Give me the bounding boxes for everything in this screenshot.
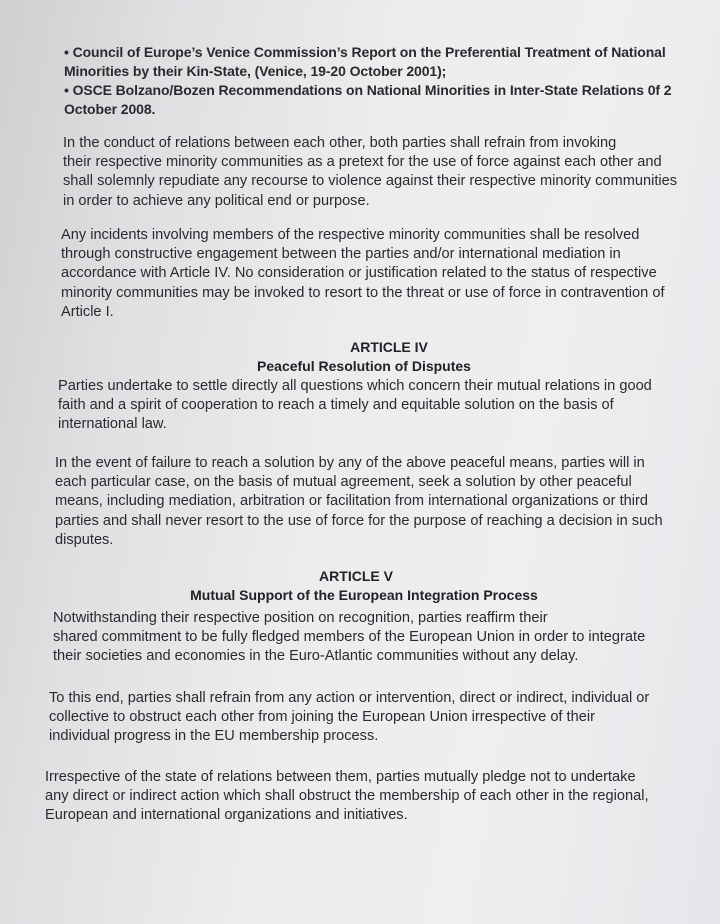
paragraph-recognition <box>53 609 645 667</box>
paragraph-minority-force <box>63 134 677 211</box>
text-line: their societies and economies in the Euro-Atlantic communities without any delay. <box>53 648 579 665</box>
text-line: in order to achieve any political end or purpose. <box>63 192 370 209</box>
text-line: disputes. <box>55 531 114 548</box>
text-line: minority communities may be invoked to resort to the threat or use of force in contravention of <box>61 284 665 301</box>
paragraph-incidents <box>61 226 665 322</box>
paragraph-refrain-action <box>49 689 649 747</box>
paragraph-settle-directly <box>58 377 652 435</box>
text-line: In the conduct of relations between each other, both parties shall refrain from invoking <box>63 135 617 151</box>
text-line: To this end, parties shall refrain from any action or intervention, direct or indirect, individual or <box>49 690 650 706</box>
reference-osce-bolzano <box>64 81 671 119</box>
text-line: Irrespective of the state of relations between them, parties mutually pledge not to undertake <box>45 769 636 785</box>
text-line: Parties undertake to settle directly all questions which concern their mutual relations in good <box>58 378 652 394</box>
reference-venice-commission <box>64 43 666 81</box>
text-line: Article I. <box>61 303 114 320</box>
text-line: Any incidents involving members of the respective minority communities shall be resolved <box>61 227 640 243</box>
text-line: any direct or indirect action which shall obstruct the membership of each other in the regional, <box>45 788 649 805</box>
paragraph-failure-to-reach <box>55 454 663 550</box>
text-line: accordance with Article IV. No consideration or justification related to the status of respective <box>61 265 657 282</box>
reference-line: Minorities by their Kin-State, (Venice, 19-20 October 2001); <box>64 63 447 80</box>
reference-line: • OSCE Bolzano/Bozen Recommendations on National Minorities in Inter-State Relations 0f 2 <box>64 82 672 98</box>
text-line: individual progress in the EU membership process. <box>49 728 379 745</box>
text-line: each particular case, on the basis of mutual agreement, seek a solution by other peaceful <box>55 474 632 491</box>
article-v-title: Mutual Support of the European Integration Process <box>190 587 538 603</box>
reference-line: • Council of Europe’s Venice Commission’s Report on the Preferential Treatment of National <box>64 44 666 60</box>
text-line: Notwithstanding their respective position on recognition, parties reaffirm their <box>53 610 548 626</box>
text-line: faith and a spirit of cooperation to reach a timely and equitable solution on the basis of <box>58 397 614 414</box>
article-iv-label: ARTICLE IV <box>350 339 428 355</box>
article-iv-title: Peaceful Resolution of Disputes <box>257 358 471 374</box>
article-v-label: ARTICLE V <box>319 568 393 584</box>
text-line: In the event of failure to reach a solution by any of the above peaceful means, parties will in <box>55 455 645 471</box>
text-line: parties and shall never resort to the use of force for the purpose of reaching a decision in such <box>55 512 663 529</box>
text-line: European and international organizations and initiatives. <box>45 807 408 824</box>
reference-line: October 2008. <box>64 101 156 118</box>
text-line: collective to obstruct each other from joining the European Union irrespective of their <box>49 709 595 726</box>
paragraph-mutual-pledge <box>45 768 649 826</box>
text-line: their respective minority communities as a pretext for the use of force against each other and <box>63 154 662 171</box>
text-line: shared commitment to be fully fledged members of the European Union in order to integrate <box>53 629 646 646</box>
text-line: international law. <box>58 416 167 433</box>
text-line: through constructive engagement between the parties and/or international mediation in <box>61 246 621 263</box>
text-line: shall solemnly repudiate any recourse to violence against their respective minority communities <box>63 173 678 190</box>
text-line: means, including mediation, arbitration or facilitation from international organizations or third <box>55 493 648 510</box>
